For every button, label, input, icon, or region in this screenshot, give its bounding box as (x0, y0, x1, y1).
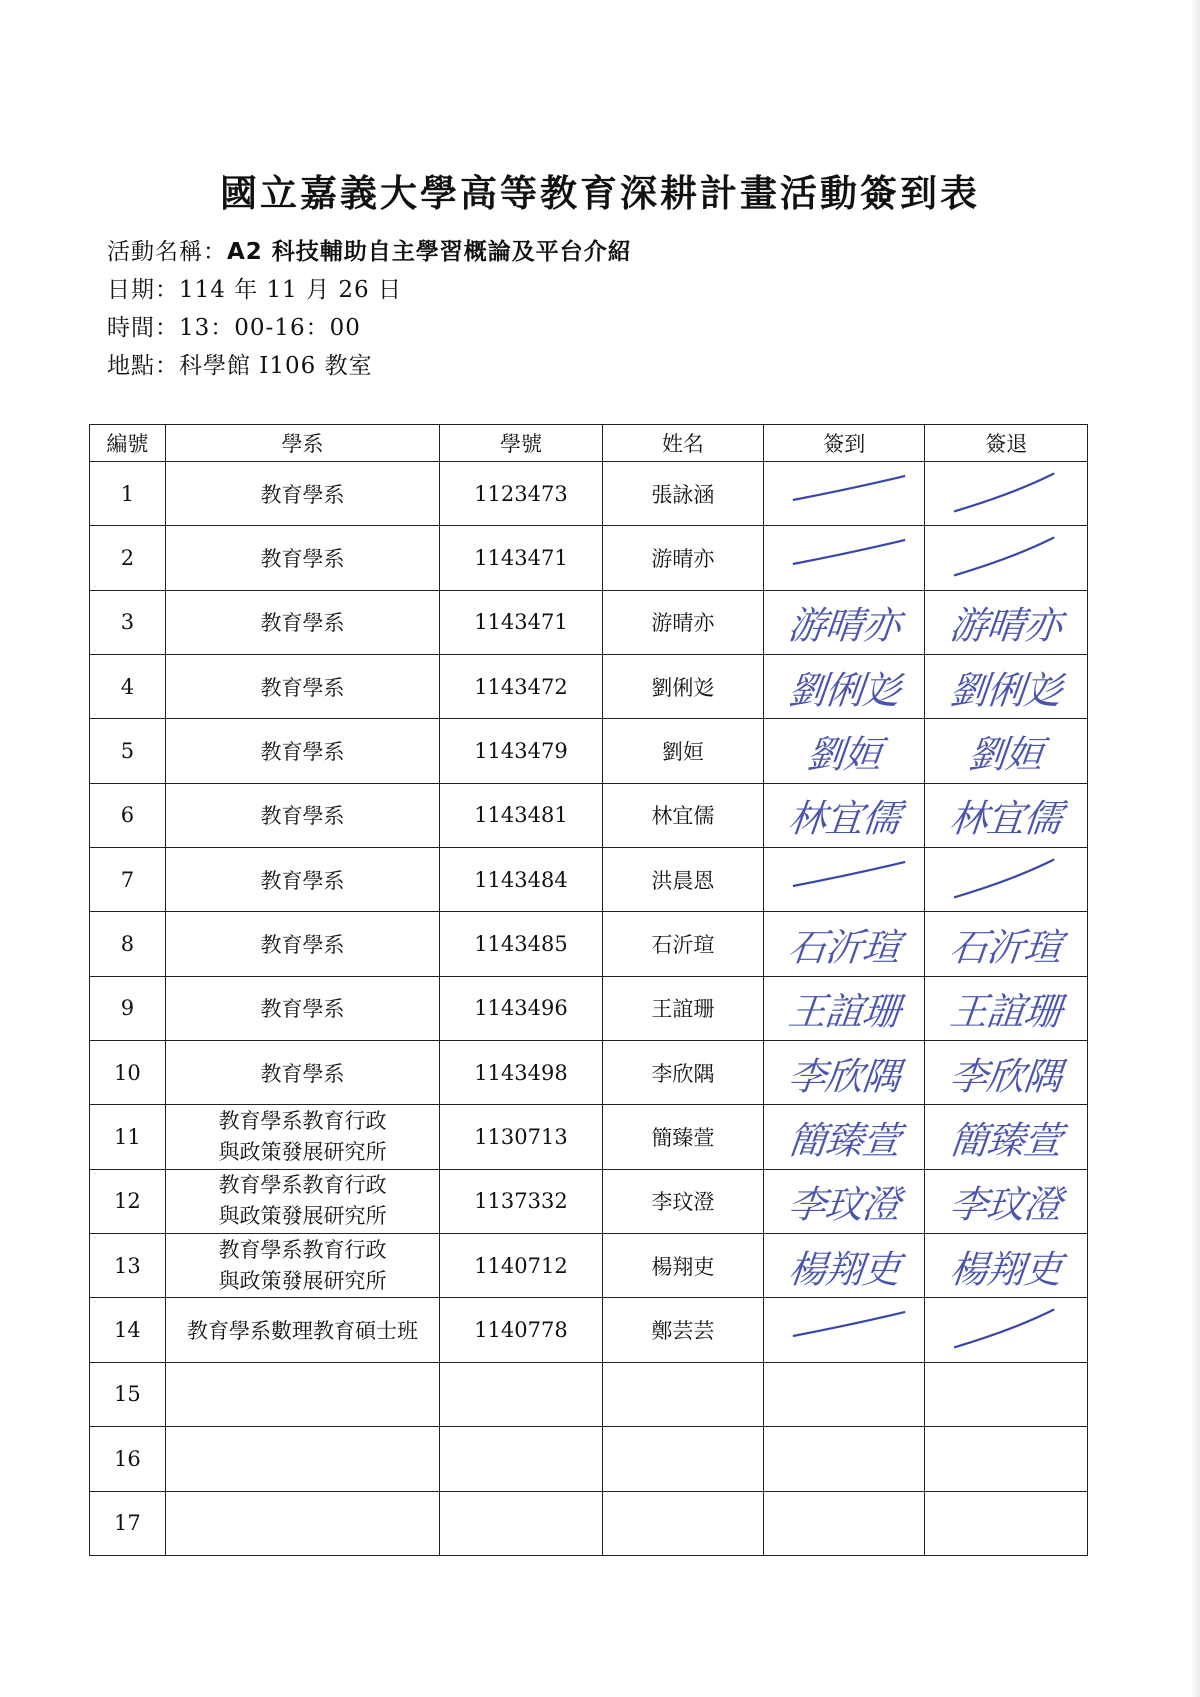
table-row (90, 1427, 1088, 1491)
cell-sign-out (925, 1491, 1088, 1556)
info-value: 114 年 11 月 26 日 (179, 277, 402, 303)
cell-department (165, 1298, 439, 1362)
cell-name (602, 1169, 763, 1233)
cell-number (90, 1362, 166, 1426)
cell-department-text: 教育學系教育行政 與政策發展研究所 (218, 1109, 387, 1165)
cell-sign-out (925, 1298, 1088, 1362)
sign-out-signature: 游晴亦 (948, 603, 1064, 648)
cell-number (90, 912, 166, 976)
cell-sign-in (764, 1362, 925, 1426)
cell-student-id-text: 1140778 (474, 1318, 568, 1343)
cell-name (602, 1491, 763, 1556)
cell-sign-in (764, 848, 925, 912)
table-row (90, 1298, 1088, 1362)
cell-number-text: 8 (120, 932, 135, 957)
cell-department (165, 1041, 439, 1105)
cell-sign-out (925, 1362, 1088, 1426)
cell-student-id-text: 1143472 (474, 674, 568, 699)
cell-student-id-text: 1143485 (474, 932, 568, 957)
table-row (90, 912, 1088, 976)
cell-number (90, 1427, 166, 1491)
cell-name (602, 1041, 763, 1105)
cell-department (165, 783, 439, 847)
cell-number-text: 12 (114, 1189, 141, 1214)
table-row (90, 526, 1088, 590)
cell-number (90, 1491, 166, 1556)
cell-sign-out (925, 1169, 1088, 1233)
cell-sign-out (925, 848, 1088, 912)
cell-number (90, 590, 166, 654)
table-row (90, 976, 1088, 1040)
cell-student-id (440, 976, 602, 1040)
cell-student-id (440, 1362, 602, 1426)
cell-department-text: 教育學系 (260, 804, 345, 829)
cell-number (90, 1105, 166, 1169)
cell-sign-in (764, 783, 925, 847)
cell-number (90, 1041, 166, 1105)
cell-student-id (440, 1234, 602, 1298)
cell-sign-in (764, 462, 925, 526)
cell-number (90, 1234, 166, 1298)
sign-out-signature: 石沂瑄 (948, 925, 1064, 970)
cell-number-text: 14 (114, 1318, 141, 1343)
cell-name-text: 林宜儒 (651, 804, 715, 829)
cell-sign-in (764, 719, 925, 783)
cell-name-text: 楊翔吏 (651, 1254, 715, 1279)
cell-sign-in (764, 1298, 925, 1362)
cell-sign-in (764, 976, 925, 1040)
cell-sign-out (925, 912, 1088, 976)
cell-name (602, 848, 763, 912)
page-title: 國立嘉義大學高等教育深耕計畫活動簽到表 (220, 172, 980, 215)
cell-department-text: 教育學系數理教育碩士班 (186, 1319, 418, 1344)
cell-department (165, 1491, 439, 1556)
cell-name-text: 劉姮 (661, 740, 704, 765)
cell-student-id (440, 1169, 602, 1233)
cell-sign-in (764, 1169, 925, 1233)
table-row (90, 1234, 1088, 1298)
cell-name (602, 719, 763, 783)
header-department: 學系 (165, 425, 439, 462)
sign-in-signature: 游晴亦 (786, 603, 902, 648)
cell-student-id-text: 1143481 (474, 803, 568, 828)
cell-department (165, 590, 439, 654)
sign-out-signature: 簡臻萱 (948, 1118, 1064, 1163)
cell-name (602, 1362, 763, 1426)
sign-in-signature: 林宜儒 (786, 796, 902, 841)
cell-name-text: 劉俐彣 (651, 675, 715, 700)
cell-name (602, 526, 763, 590)
header-number: 編號 (90, 425, 166, 462)
cell-number (90, 848, 166, 912)
cell-number-text: 2 (120, 546, 135, 571)
cell-name-text: 李玟澄 (651, 1190, 715, 1215)
header-row (90, 425, 1088, 462)
cell-student-id (440, 1427, 602, 1491)
cell-number-text: 1 (120, 481, 135, 506)
cell-student-id-text: 1143498 (474, 1060, 568, 1085)
table-row (90, 655, 1088, 719)
sign-out-signature: 劉俐彣 (948, 668, 1064, 713)
cell-department-text: 教育學系教育行政 與政策發展研究所 (218, 1173, 387, 1229)
info-location (107, 347, 373, 380)
cell-name (602, 590, 763, 654)
cell-name-text: 李欣隅 (651, 1061, 715, 1086)
cell-student-id-text: 1137332 (474, 1189, 568, 1214)
cell-student-id-text: 1143479 (474, 739, 568, 764)
cell-number-text: 7 (120, 867, 135, 892)
cell-student-id-text: 1143484 (474, 867, 568, 892)
sign-out-signature: 楊翔吏 (948, 1247, 1064, 1292)
cell-number (90, 526, 166, 590)
cell-sign-out (925, 976, 1088, 1040)
cell-student-id-text: 1143471 (474, 610, 568, 635)
cell-student-id-text: 1143471 (474, 546, 568, 571)
cell-sign-in (764, 526, 925, 590)
cell-sign-in (764, 1105, 925, 1169)
cell-department (165, 848, 439, 912)
cell-student-id (440, 655, 602, 719)
cell-sign-out (925, 1427, 1088, 1491)
cell-department (165, 1234, 439, 1298)
cell-department (165, 912, 439, 976)
cell-department (165, 1105, 439, 1169)
header-sign-out: 簽退 (925, 425, 1088, 462)
cell-name-text: 洪晨恩 (651, 868, 715, 893)
sign-in-signature: 李欣隅 (786, 1054, 902, 1099)
table-row (90, 783, 1088, 847)
cell-student-id (440, 1105, 602, 1169)
sign-out-signature: 林宜儒 (948, 796, 1064, 841)
cell-sign-in (764, 590, 925, 654)
sign-in-signature: 劉俐彣 (786, 668, 902, 713)
cell-department (165, 1362, 439, 1426)
cell-department (165, 526, 439, 590)
sign-out-dash-mark (925, 848, 1087, 911)
cell-sign-in (764, 655, 925, 719)
table-row (90, 1491, 1088, 1556)
info-value: 13：00-16：00 (179, 315, 361, 341)
cell-name-text: 石沂瑄 (651, 933, 715, 958)
header-student-id: 學號 (440, 425, 602, 462)
cell-number (90, 1169, 166, 1233)
cell-name-text: 張詠涵 (651, 482, 715, 507)
cell-department-text: 教育學系 (260, 868, 345, 893)
cell-sign-in (764, 1427, 925, 1491)
cell-student-id (440, 719, 602, 783)
cell-student-id (440, 783, 602, 847)
sign-in-dash-mark (764, 462, 924, 525)
scan-edge (1190, 0, 1200, 1697)
sign-in-dash-mark (764, 848, 924, 911)
cell-name (602, 1298, 763, 1362)
info-value: 科學館 I106 教室 (179, 353, 373, 379)
cell-number-text: 9 (120, 996, 135, 1021)
cell-department (165, 1169, 439, 1233)
cell-name (602, 655, 763, 719)
cell-sign-in (764, 912, 925, 976)
table-row (90, 719, 1088, 783)
sign-out-dash-mark (925, 462, 1087, 525)
cell-number (90, 462, 166, 526)
cell-sign-in (764, 1491, 925, 1556)
sign-out-signature: 李欣隅 (948, 1054, 1064, 1099)
cell-sign-out (925, 1234, 1088, 1298)
sign-in-signature: 簡臻萱 (786, 1118, 902, 1163)
cell-department-text: 教育學系 (260, 547, 345, 572)
cell-department (165, 655, 439, 719)
cell-department-text: 教育學系 (260, 740, 345, 765)
cell-student-id-text: 1123473 (474, 481, 568, 506)
cell-department-text: 教育學系 (260, 482, 345, 507)
sign-in-signature: 劉姮 (804, 732, 884, 777)
cell-number (90, 783, 166, 847)
cell-name-text: 王誼珊 (651, 997, 715, 1022)
cell-student-id-text: 1143496 (474, 996, 568, 1021)
cell-student-id-text: 1140712 (474, 1253, 568, 1278)
sign-out-dash-mark (925, 526, 1087, 589)
cell-number-text: 6 (120, 803, 135, 828)
cell-student-id (440, 1041, 602, 1105)
cell-department-text: 教育學系教育行政 與政策發展研究所 (218, 1237, 387, 1293)
cell-sign-in (764, 1234, 925, 1298)
cell-student-id (440, 912, 602, 976)
cell-number-text: 11 (114, 1125, 141, 1150)
cell-sign-out (925, 783, 1088, 847)
info-label: 活動名稱： (107, 239, 227, 265)
cell-name (602, 1105, 763, 1169)
cell-student-id (440, 462, 602, 526)
info-value: A2 科技輔助自主學習概論及平台介紹 (227, 239, 632, 265)
cell-student-id-text: 1130713 (474, 1125, 568, 1150)
sign-in-signature: 李玟澄 (786, 1182, 902, 1227)
table-row (90, 848, 1088, 912)
cell-name (602, 783, 763, 847)
sign-out-signature: 王誼珊 (948, 989, 1064, 1034)
info-date (107, 271, 402, 304)
sign-in-signature: 王誼珊 (786, 989, 902, 1034)
sign-in-dash-mark (764, 526, 924, 589)
cell-number-text: 16 (114, 1446, 141, 1471)
cell-department-text: 教育學系 (260, 675, 345, 700)
cell-number (90, 976, 166, 1040)
cell-name-text: 游晴亦 (651, 611, 715, 636)
cell-number-text: 10 (114, 1060, 141, 1085)
cell-department-text: 教育學系 (260, 933, 345, 958)
cell-sign-out (925, 655, 1088, 719)
cell-name-text: 游晴亦 (651, 547, 715, 572)
cell-number (90, 1298, 166, 1362)
cell-department (165, 462, 439, 526)
cell-number (90, 719, 166, 783)
cell-sign-out (925, 1041, 1088, 1105)
table-row (90, 1041, 1088, 1105)
cell-student-id (440, 526, 602, 590)
cell-name-text: 鄭芸芸 (651, 1319, 715, 1344)
sign-in-signature: 石沂瑄 (786, 925, 902, 970)
sign-in-dash-mark (764, 1298, 924, 1361)
cell-number-text: 13 (114, 1253, 141, 1278)
cell-student-id (440, 848, 602, 912)
cell-number-text: 17 (114, 1511, 141, 1536)
info-label: 時間： (107, 315, 179, 341)
cell-sign-in (764, 1041, 925, 1105)
cell-department (165, 719, 439, 783)
table-row (90, 590, 1088, 654)
cell-department-text: 教育學系 (260, 1061, 345, 1086)
cell-name-text: 簡臻萱 (651, 1126, 715, 1151)
cell-number-text: 15 (114, 1382, 141, 1407)
cell-name (602, 462, 763, 526)
cell-sign-out (925, 719, 1088, 783)
info-label: 日期： (107, 277, 179, 303)
table-row (90, 1169, 1088, 1233)
sign-out-signature: 李玟澄 (948, 1182, 1064, 1227)
cell-student-id (440, 590, 602, 654)
cell-student-id (440, 1298, 602, 1362)
cell-sign-out (925, 1105, 1088, 1169)
info-activity (107, 233, 632, 266)
cell-department-text: 教育學系 (260, 997, 345, 1022)
cell-student-id (440, 1491, 602, 1556)
sign-in-signature: 楊翔吏 (786, 1247, 902, 1292)
header-sign-in: 簽到 (764, 425, 925, 462)
cell-sign-out (925, 526, 1088, 590)
header-name: 姓名 (602, 425, 763, 462)
table-row (90, 1362, 1088, 1426)
cell-department-text: 教育學系 (260, 611, 345, 636)
cell-name (602, 912, 763, 976)
info-label: 地點： (107, 353, 179, 379)
table-row (90, 462, 1088, 526)
cell-name (602, 1234, 763, 1298)
cell-number-text: 4 (120, 674, 135, 699)
cell-name (602, 1427, 763, 1491)
cell-name (602, 976, 763, 1040)
sign-out-signature: 劉姮 (966, 732, 1046, 777)
cell-sign-out (925, 462, 1088, 526)
sign-in-table (89, 424, 1088, 1556)
table-row (90, 1105, 1088, 1169)
cell-department (165, 976, 439, 1040)
cell-number (90, 655, 166, 719)
sign-out-dash-mark (925, 1298, 1087, 1361)
info-time (107, 309, 361, 342)
cell-department (165, 1427, 439, 1491)
cell-number-text: 3 (120, 610, 135, 635)
cell-number-text: 5 (120, 739, 135, 764)
cell-sign-out (925, 590, 1088, 654)
